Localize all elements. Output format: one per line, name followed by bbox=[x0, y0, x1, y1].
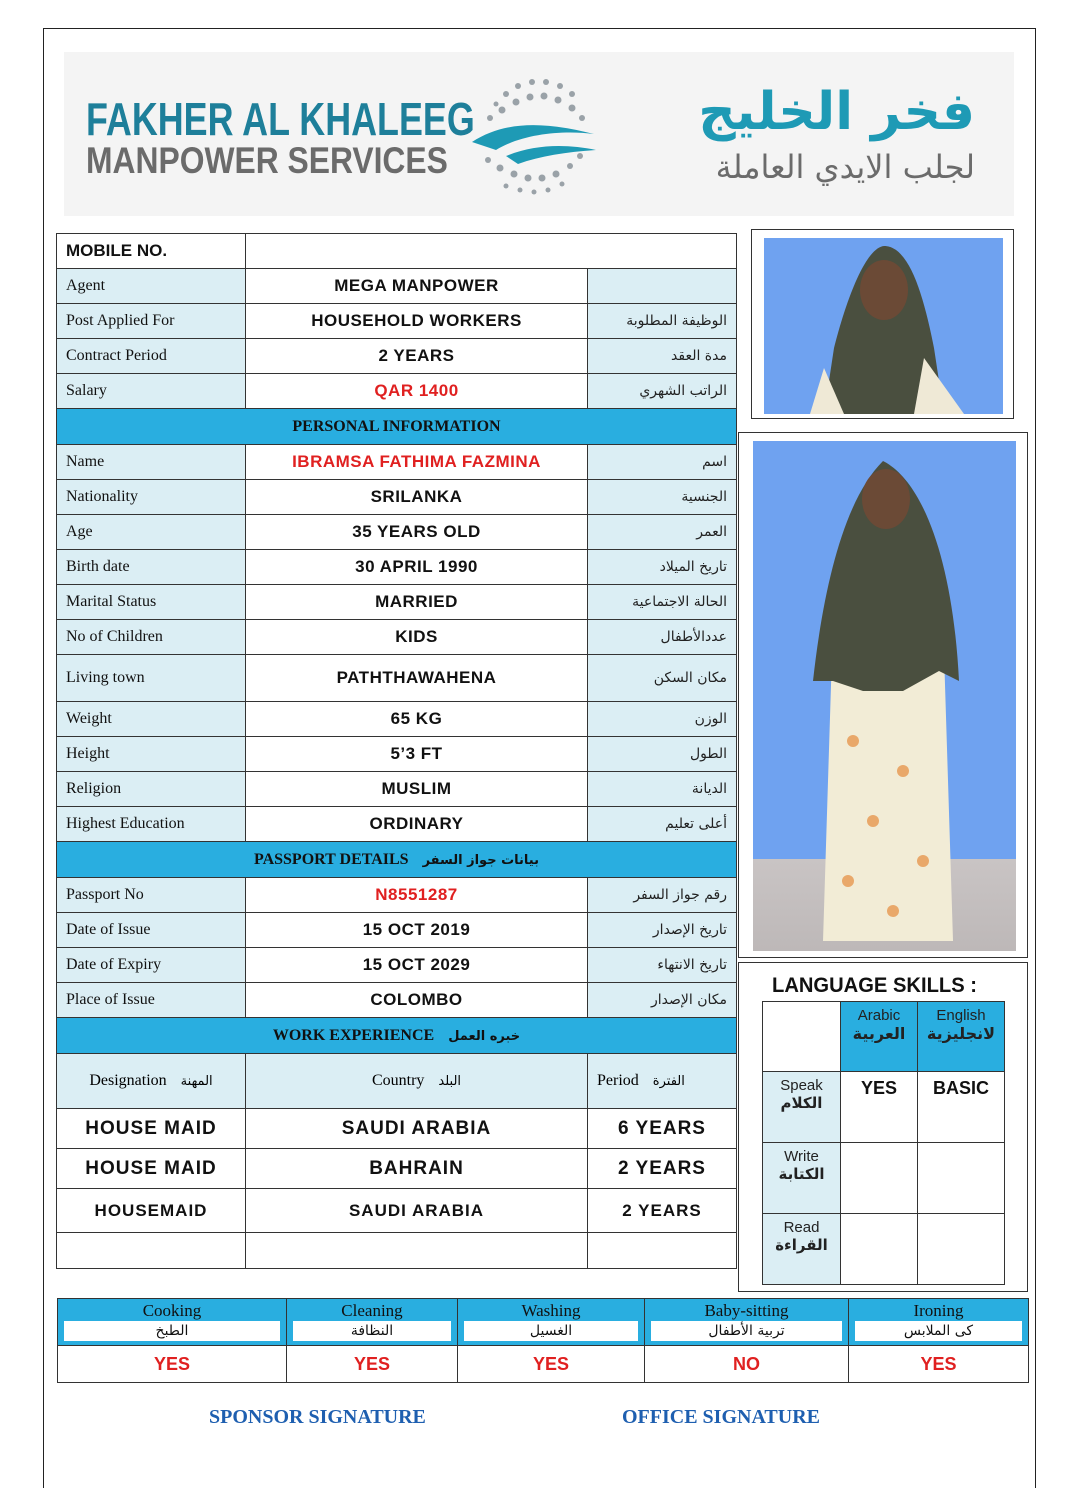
write-label-en: Write bbox=[784, 1148, 819, 1165]
table-row bbox=[57, 772, 737, 807]
age-label-ar: العمر bbox=[588, 515, 737, 550]
speak-english-value: BASIC bbox=[918, 1072, 1005, 1143]
table-row bbox=[57, 702, 737, 737]
height-value: 5’3 FT bbox=[246, 737, 588, 772]
skill-ironing bbox=[849, 1299, 1029, 1346]
age-value: 35 YEARS OLD bbox=[246, 515, 588, 550]
section-header bbox=[57, 842, 737, 878]
expiry-date-label-ar: تاريخ الانتهاء bbox=[588, 948, 737, 983]
table-row bbox=[57, 1189, 737, 1233]
personal-info-title: PERSONAL INFORMATION bbox=[57, 409, 737, 445]
skill-value: YES bbox=[287, 1346, 458, 1383]
agent-value: MEGA MANPOWER bbox=[246, 269, 588, 304]
marital-label: Marital Status bbox=[57, 585, 246, 620]
skill-label-en: Ironing bbox=[913, 1301, 964, 1320]
table-row bbox=[763, 1214, 1005, 1285]
write-label bbox=[763, 1143, 841, 1214]
designation-header bbox=[57, 1054, 246, 1109]
children-value: KIDS bbox=[246, 620, 588, 655]
person-full-body-icon bbox=[753, 441, 1016, 951]
table-row bbox=[57, 269, 737, 304]
work-period: 2 YEARS bbox=[588, 1189, 737, 1233]
religion-label: Religion bbox=[57, 772, 246, 807]
nationality-label: Nationality bbox=[57, 480, 246, 515]
name-label-ar: اسم bbox=[588, 445, 737, 480]
country-header-en: Country bbox=[371, 1072, 425, 1089]
skills-value-row bbox=[58, 1346, 1029, 1383]
empty-cell bbox=[588, 1233, 737, 1269]
post-label: Post Applied For bbox=[57, 304, 246, 339]
table-row bbox=[57, 807, 737, 842]
expiry-date-label: Date of Expiry bbox=[57, 948, 246, 983]
table-row bbox=[57, 878, 737, 913]
table-row bbox=[57, 480, 737, 515]
read-label bbox=[763, 1214, 841, 1285]
speak-label-ar: الكلام bbox=[780, 1094, 823, 1112]
issue-place-value: COLOMBO bbox=[246, 983, 588, 1018]
skill-babysitting bbox=[645, 1299, 849, 1346]
arabic-header-en: Arabic bbox=[857, 1007, 901, 1024]
english-column-header bbox=[918, 1002, 1005, 1072]
person-portrait-icon bbox=[764, 238, 1003, 414]
name-label: Name bbox=[57, 445, 246, 480]
country-header bbox=[246, 1054, 588, 1109]
religion-label-ar: الديانة bbox=[588, 772, 737, 807]
weight-value: 65 KG bbox=[246, 702, 588, 737]
work-period: 2 YEARS bbox=[588, 1149, 737, 1189]
skill-washing bbox=[458, 1299, 645, 1346]
skill-label-ar: تربية الأطفال bbox=[651, 1321, 842, 1341]
contract-value: 2 YEARS bbox=[246, 339, 588, 374]
work-header-row bbox=[57, 1054, 737, 1109]
name-value: IBRAMSA FATHIMA FAZMINA bbox=[246, 445, 588, 480]
table-row bbox=[57, 1149, 737, 1189]
table-row bbox=[57, 948, 737, 983]
company-tagline-en: MANPOWER SERVICES bbox=[86, 140, 448, 181]
issue-date-label: Date of Issue bbox=[57, 913, 246, 948]
read-english-value bbox=[918, 1214, 1005, 1285]
work-period: 6 YEARS bbox=[588, 1109, 737, 1149]
company-name-en: FAKHER AL KHALEEG bbox=[86, 93, 475, 145]
nationality-label-ar: الجنسية bbox=[588, 480, 737, 515]
skills-header-row bbox=[58, 1299, 1029, 1346]
weight-label-ar: الوزن bbox=[588, 702, 737, 737]
empty-cell bbox=[763, 1002, 841, 1072]
read-arabic-value bbox=[841, 1214, 918, 1285]
town-value: PATHTHAWAHENA bbox=[246, 655, 588, 702]
table-row bbox=[57, 550, 737, 585]
education-value: ORDINARY bbox=[246, 807, 588, 842]
work-section-title bbox=[57, 1018, 737, 1054]
passport-no-label: Passport No bbox=[57, 878, 246, 913]
post-value: HOUSEHOLD WORKERS bbox=[246, 304, 588, 339]
speak-arabic-value: YES bbox=[841, 1072, 918, 1143]
work-title-en: WORK EXPERIENCE bbox=[272, 1026, 435, 1044]
skill-label-en: Cleaning bbox=[341, 1301, 403, 1320]
contract-label: Contract Period bbox=[57, 339, 246, 374]
language-skills-title: LANGUAGE SKILLS : bbox=[772, 974, 977, 997]
expiry-date-value: 15 OCT 2029 bbox=[246, 948, 588, 983]
write-label-ar: الكتابة bbox=[778, 1165, 825, 1183]
table-row bbox=[57, 304, 737, 339]
table-row bbox=[57, 445, 737, 480]
table-row bbox=[57, 339, 737, 374]
town-label: Living town bbox=[57, 655, 246, 702]
skill-value: NO bbox=[645, 1346, 849, 1383]
religion-value: MUSLIM bbox=[246, 772, 588, 807]
issue-place-label: Place of Issue bbox=[57, 983, 246, 1018]
empty-cell bbox=[57, 1233, 246, 1269]
company-name-ar: فخر الخليج bbox=[698, 82, 975, 142]
salary-label-ar: الراتب الشهري bbox=[588, 374, 737, 409]
height-label: Height bbox=[57, 737, 246, 772]
work-country: SAUDI ARABIA bbox=[246, 1189, 588, 1233]
table-row bbox=[57, 1233, 737, 1269]
education-label-ar: أعلى تعليم bbox=[588, 807, 737, 842]
children-label-ar: عددالأطفال bbox=[588, 620, 737, 655]
table-row bbox=[57, 1109, 737, 1149]
passport-title-en: PASSPORT DETAILS bbox=[253, 850, 409, 868]
period-header bbox=[588, 1054, 737, 1109]
skill-label-en: Cooking bbox=[142, 1301, 202, 1320]
education-label: Highest Education bbox=[57, 807, 246, 842]
english-header-ar: لانجليزية bbox=[926, 1024, 996, 1043]
issue-place-label-ar: مكان الإصدار bbox=[588, 983, 737, 1018]
applicant-info-table bbox=[56, 233, 737, 1269]
section-header bbox=[57, 1018, 737, 1054]
country-header-ar: البلد bbox=[438, 1074, 462, 1089]
skill-label-en: Baby-sitting bbox=[704, 1301, 789, 1320]
weight-label: Weight bbox=[57, 702, 246, 737]
contract-label-ar: مدة العقد bbox=[588, 339, 737, 374]
skill-label-ar: الطبخ bbox=[64, 1321, 280, 1341]
salary-label: Salary bbox=[57, 374, 246, 409]
skill-value: YES bbox=[458, 1346, 645, 1383]
table-row bbox=[763, 1002, 1005, 1072]
write-english-value bbox=[918, 1143, 1005, 1214]
birthdate-value: 30 APRIL 1990 bbox=[246, 550, 588, 585]
birthdate-label-ar: تاريخ الميلاد bbox=[588, 550, 737, 585]
work-country: SAUDI ARABIA bbox=[246, 1109, 588, 1149]
issue-date-label-ar: تاريخ الإصدار bbox=[588, 913, 737, 948]
skill-label-en: Washing bbox=[521, 1301, 581, 1320]
post-label-ar: الوظيفة المطلوبة bbox=[588, 304, 737, 339]
skill-value: YES bbox=[58, 1346, 287, 1383]
company-tagline-ar: لجلب الايدي العاملة bbox=[715, 148, 975, 186]
speak-label bbox=[763, 1072, 841, 1143]
designation-header-en: Designation bbox=[89, 1072, 167, 1089]
table-row bbox=[57, 585, 737, 620]
table-row bbox=[763, 1143, 1005, 1214]
salary-value: QAR 1400 bbox=[246, 374, 588, 409]
office-signature-label: OFFICE SIGNATURE bbox=[622, 1406, 820, 1428]
arabic-column-header bbox=[841, 1002, 918, 1072]
empty-cell bbox=[246, 1233, 588, 1269]
table-row bbox=[57, 983, 737, 1018]
skills-table bbox=[57, 1298, 1029, 1383]
skill-label-ar: الغسيل bbox=[464, 1321, 638, 1341]
table-row bbox=[57, 515, 737, 550]
read-label-en: Read bbox=[783, 1219, 820, 1236]
passport-no-label-ar: رقم جواز السفر bbox=[588, 878, 737, 913]
table-row bbox=[763, 1072, 1005, 1143]
skill-value: YES bbox=[849, 1346, 1029, 1383]
language-skills-table bbox=[762, 1001, 1005, 1285]
table-row bbox=[57, 655, 737, 702]
town-label-ar: مكان السكن bbox=[588, 655, 737, 702]
globe-logo-icon bbox=[466, 64, 600, 198]
nationality-value: SRILANKA bbox=[246, 480, 588, 515]
write-arabic-value bbox=[841, 1143, 918, 1214]
applicant-photo-full bbox=[738, 432, 1028, 958]
issue-date-value: 15 OCT 2019 bbox=[246, 913, 588, 948]
table-row bbox=[57, 737, 737, 772]
table-row bbox=[57, 913, 737, 948]
read-label-ar: القراءة bbox=[775, 1236, 828, 1254]
skill-label-ar: كى الملابس bbox=[855, 1321, 1022, 1341]
english-header-en: English bbox=[936, 1007, 986, 1024]
sponsor-signature-label: SPONSOR SIGNATURE bbox=[209, 1406, 426, 1428]
skill-cooking bbox=[58, 1299, 287, 1346]
mobile-value bbox=[246, 234, 737, 269]
work-country: BAHRAIN bbox=[246, 1149, 588, 1189]
designation-header-ar: المهنة bbox=[180, 1074, 213, 1089]
speak-label-en: Speak bbox=[780, 1077, 823, 1094]
arabic-header-ar: العربية bbox=[852, 1024, 906, 1043]
marital-label-ar: الحالة الاجتماعية bbox=[588, 585, 737, 620]
table-row bbox=[57, 620, 737, 655]
passport-no-value: N8551287 bbox=[246, 878, 588, 913]
age-label: Age bbox=[57, 515, 246, 550]
mobile-label: MOBILE NO. bbox=[57, 234, 246, 269]
skill-cleaning bbox=[287, 1299, 458, 1346]
period-header-en: Period bbox=[597, 1072, 639, 1089]
children-label: No of Children bbox=[57, 620, 246, 655]
work-designation: HOUSE MAID bbox=[57, 1109, 246, 1149]
work-title-ar: خبره العمل bbox=[448, 1028, 521, 1044]
work-designation: HOUSE MAID bbox=[57, 1149, 246, 1189]
table-row bbox=[57, 234, 737, 269]
agent-label: Agent bbox=[57, 269, 246, 304]
applicant-photo-portrait bbox=[751, 229, 1014, 419]
table-row bbox=[57, 374, 737, 409]
period-header-ar: الفترة bbox=[652, 1074, 685, 1089]
section-header bbox=[57, 409, 737, 445]
height-label-ar: الطول bbox=[588, 737, 737, 772]
work-designation: HOUSEMAID bbox=[57, 1189, 246, 1233]
passport-title-ar: بيانات جواز السفر bbox=[422, 852, 539, 868]
agent-label-ar bbox=[588, 269, 737, 304]
birthdate-label: Birth date bbox=[57, 550, 246, 585]
passport-section-title bbox=[57, 842, 737, 878]
skill-label-ar: النظافة bbox=[293, 1321, 451, 1341]
marital-value: MARRIED bbox=[246, 585, 588, 620]
